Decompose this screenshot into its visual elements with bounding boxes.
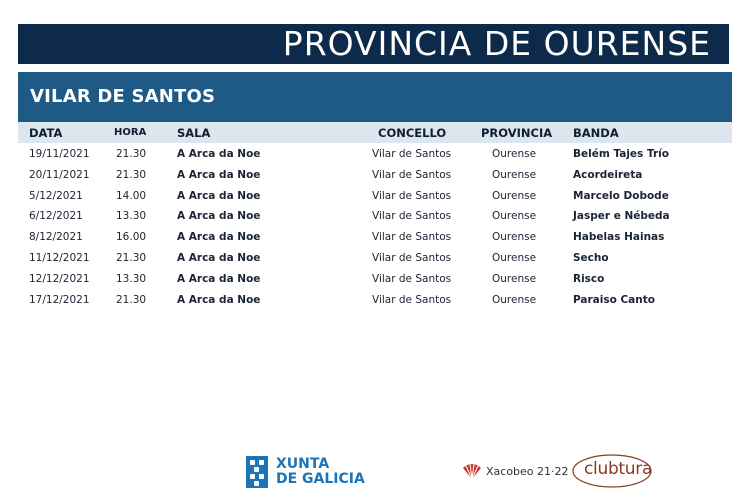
clubtura-logo [572, 452, 658, 490]
xunta-de-galicia-logo [246, 455, 365, 489]
col-provincia-header: PROVINCIA [481, 126, 553, 140]
row-sala: A Arca da Noe [177, 231, 261, 244]
col-banda-header: BANDA [573, 126, 619, 140]
col-concello-header: CONCELLO [378, 126, 447, 140]
province-title: PROVINCIA DE OURENSE [282, 24, 711, 63]
row-banda: Habelas Hainas [573, 231, 665, 244]
row-sala: A Arca da Noe [177, 210, 261, 223]
row-date: 6/12/2021 [29, 210, 83, 223]
table-header [18, 122, 732, 143]
row-banda: Belém Tajes Trío [573, 148, 669, 160]
xunta-emblem-icon [246, 456, 268, 488]
row-banda: Acordeireta [573, 168, 643, 181]
table-body [18, 144, 732, 310]
row-hora: 13.30 [116, 272, 147, 285]
table-row [18, 144, 732, 165]
row-hora: 14.00 [116, 189, 147, 202]
row-provincia: Ourense [492, 293, 537, 306]
xacobeo-text: Xacobeo 21·22 [486, 464, 569, 478]
row-hora: 16.00 [116, 231, 147, 244]
clubtura-text: clubtura [584, 459, 653, 479]
row-hora: 21.30 [116, 168, 147, 181]
row-banda: Paraiso Canto [573, 293, 655, 306]
row-hora: 13.30 [116, 210, 147, 223]
row-sala: A Arca da Noe [177, 272, 261, 285]
table-row [18, 206, 732, 227]
xunta-line1: XUNTA [276, 456, 330, 472]
row-date: 12/12/2021 [29, 272, 90, 285]
xacobeo-logo [462, 462, 569, 480]
row-concello: Vilar de Santos [372, 272, 452, 285]
row-provincia: Ourense [492, 168, 537, 181]
town-title: VILAR DE SANTOS [30, 86, 216, 107]
row-provincia: Ourense [492, 272, 537, 285]
table-row [18, 165, 732, 186]
row-hora: 21.30 [116, 251, 147, 264]
row-provincia: Ourense [492, 251, 537, 264]
province-banner [18, 24, 729, 64]
row-provincia: Ourense [492, 231, 537, 244]
col-hora-header: HORA [114, 127, 147, 138]
table-row [18, 290, 732, 311]
row-concello: Vilar de Santos [372, 293, 452, 306]
table-row [18, 186, 732, 207]
row-banda: Risco [573, 272, 605, 285]
row-date: 17/12/2021 [29, 293, 90, 306]
row-sala: A Arca da Noe [177, 189, 261, 202]
row-hora: 21.30 [116, 293, 147, 306]
row-date: 19/11/2021 [29, 148, 90, 160]
row-provincia: Ourense [492, 189, 537, 202]
col-sala-header: SALA [177, 126, 211, 140]
row-concello: Vilar de Santos [372, 189, 452, 202]
row-concello: Vilar de Santos [372, 251, 452, 264]
row-concello: Vilar de Santos [372, 168, 452, 181]
scallop-shell-icon [462, 462, 482, 480]
xunta-line2: DE GALICIA [276, 471, 365, 487]
row-date: 5/12/2021 [29, 189, 83, 202]
row-sala: A Arca da Noe [177, 293, 261, 306]
row-provincia: Ourense [492, 148, 537, 160]
table-row [18, 227, 732, 248]
row-concello: Vilar de Santos [372, 231, 452, 244]
col-date-header: DATA [29, 126, 63, 140]
row-banda: Marcelo Dobode [573, 189, 669, 202]
row-sala: A Arca da Noe [177, 251, 261, 264]
table-row [18, 248, 732, 269]
table-row [18, 269, 732, 290]
town-banner [18, 72, 732, 122]
row-date: 20/11/2021 [29, 168, 90, 181]
row-sala: A Arca da Noe [177, 168, 261, 181]
row-banda: Jasper e Nébeda [573, 210, 670, 223]
row-hora: 21.30 [116, 148, 147, 160]
row-date: 8/12/2021 [29, 231, 83, 244]
row-sala: A Arca da Noe [177, 148, 261, 160]
row-provincia: Ourense [492, 210, 537, 223]
row-concello: Vilar de Santos [372, 210, 452, 223]
row-banda: Secho [573, 251, 609, 264]
row-date: 11/12/2021 [29, 251, 90, 264]
row-concello: Vilar de Santos [372, 148, 452, 160]
